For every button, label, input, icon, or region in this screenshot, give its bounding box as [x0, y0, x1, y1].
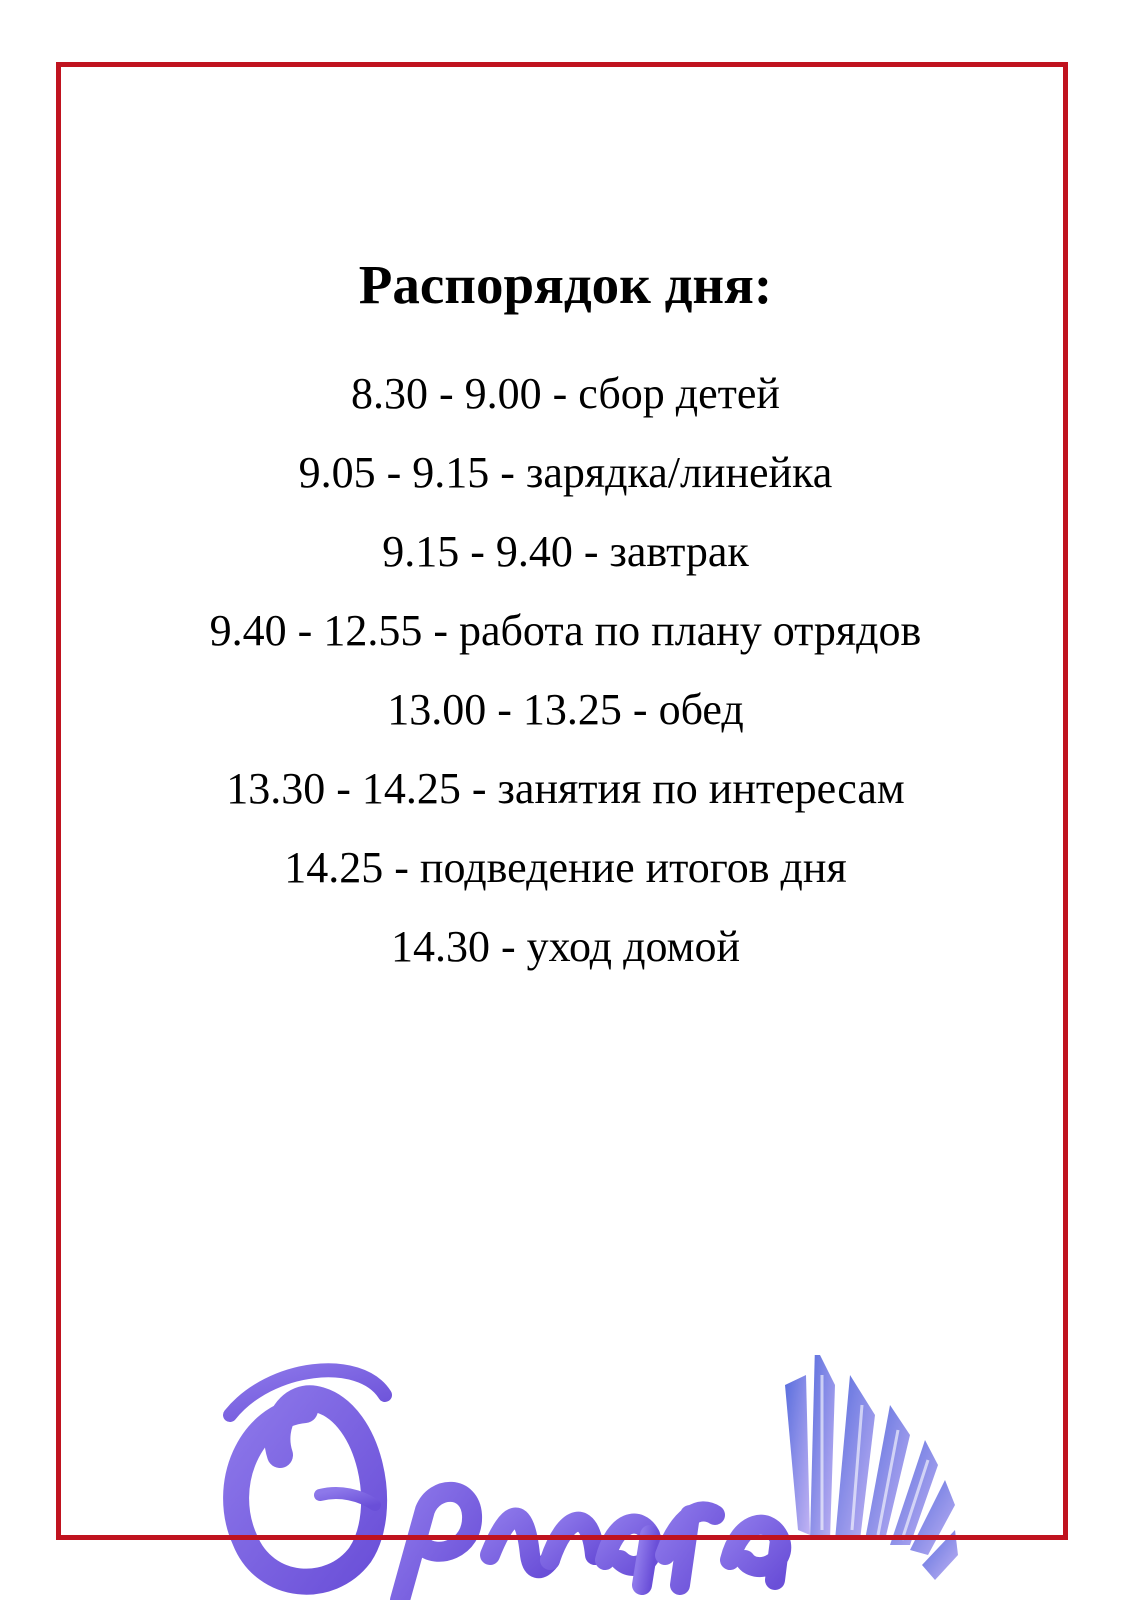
schedule-list: [0, 364, 1131, 996]
schedule-item: 8.30 - 9.00 - сбор детей: [351, 369, 780, 418]
feather-wing-icon: [785, 1355, 958, 1580]
schedule-item: 14.25 - подведение итогов дня: [284, 843, 847, 892]
page-title: Распорядок дня:: [358, 254, 773, 315]
orlyata-logo-graphic: [210, 1355, 970, 1600]
schedule-item: 9.15 - 9.40 - завтрак: [382, 527, 749, 576]
schedule-item: 9.40 - 12.55 - работа по плану отрядов: [209, 606, 922, 655]
schedule-item: 13.30 - 14.25 - занятия по интересам: [226, 764, 905, 813]
orlyata-logo: [210, 1355, 970, 1600]
schedule-item: 14.30 - уход домой: [390, 922, 741, 971]
schedule-item: 9.05 - 9.15 - зарядка/линейка: [298, 448, 833, 497]
schedule-item: 13.00 - 13.25 - обед: [387, 685, 744, 734]
